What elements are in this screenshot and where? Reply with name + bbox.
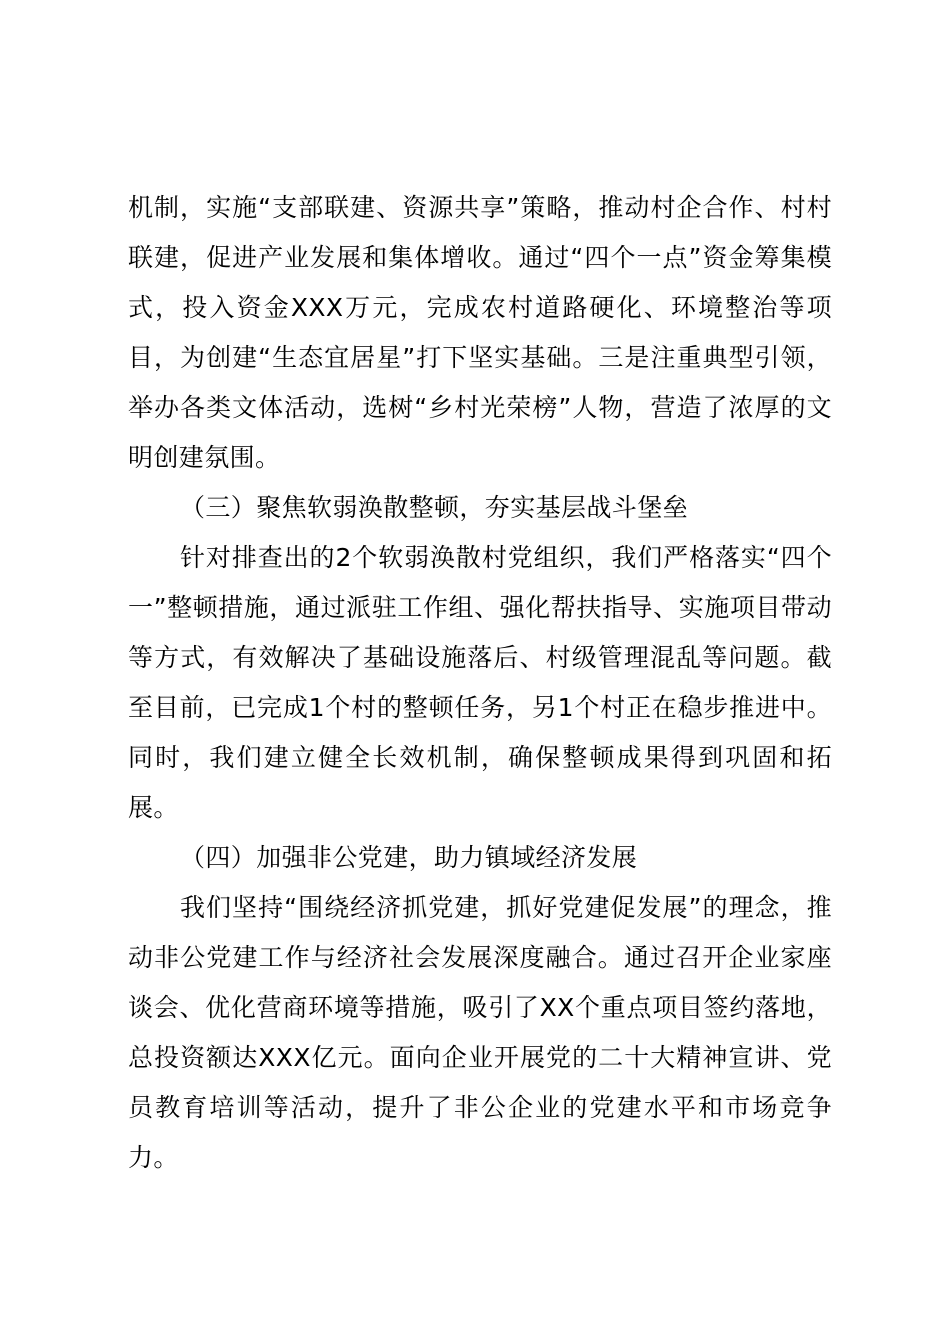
document-body — [128, 183, 832, 1183]
body-paragraph: 我们坚持“围绕经济抓党建，抓好党建促发展”的理念，推动非公党建工作与经济社会发展深度融合。通过召开企业家座谈会、优化营商环境等措施，吸引了XX个重点项目签约落地，总投资额达XXX亿元。面向企业开展党的二十大精神宣讲、党员教育培训等活动，提升了非公企业的党建水平和市场竞争力。 — [128, 893, 832, 1172]
section-heading-3: （三）聚焦软弱涣散整顿，夯实基层战斗堡垒 — [180, 493, 689, 522]
body-paragraph: 机制，实施“支部联建、资源共享”策略，推动村企合作、村村联建，促进产业发展和集体增收。通过“四个一点”资金筹集模式，投入资金XXX万元，完成农村道路硬化、环境整治等项目，为创建“生态宜居星”打下坚实基础。三是注重典型引领，举办各类文体活动，选树“乡村光荣榜”人物，营造了浓厚的文明创建氛围。 — [128, 193, 832, 472]
body-paragraph: 针对排查出的2个软弱涣散村党组织，我们严格落实“四个一”整顿措施，通过派驻工作组、强化帮扶指导、实施项目带动等方式，有效解决了基础设施落后、村级管理混乱等问题。截至目前，已完成1个村的整顿任务，另1个村正在稳步推进中。同时，我们建立健全长效机制，确保整顿成果得到巩固和拓展。 — [128, 543, 832, 822]
section-heading-4: （四）加强非公党建，助力镇域经济发展 — [180, 843, 638, 872]
